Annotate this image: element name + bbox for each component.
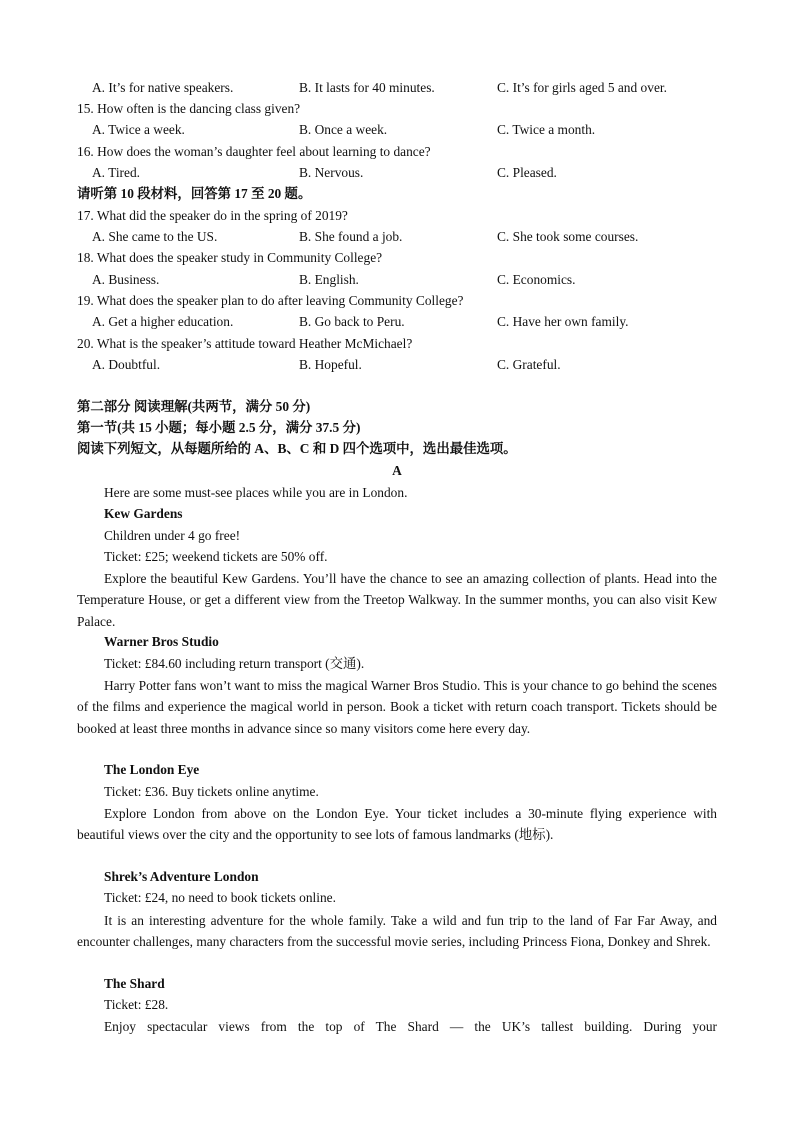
q20-option-b: B. Hopeful. bbox=[299, 357, 362, 372]
q15-option-a: A. Twice a week. bbox=[92, 122, 185, 137]
q15-option-c: C. Twice a month. bbox=[497, 122, 596, 137]
q14-option-b: B. It lasts for 40 minutes. bbox=[299, 80, 435, 95]
london-eye-description: Explore London from above on the London Eye. Your ticket includes a 30-minute flying experience with beautiful views over the city and the opportunity to see lots of famous landmarks (地标). bbox=[77, 806, 717, 843]
shard-description: Enjoy spectacular views from the top of The Shard — the UK’s tallest building. During your bbox=[104, 1019, 717, 1034]
kew-ticket: Ticket: £25; weekend tickets are 50% off. bbox=[104, 549, 328, 564]
part-2-title: 第二部分 阅读理解(共两节，满分 50 分) bbox=[77, 399, 311, 414]
q19-option-b: B. Go back to Peru. bbox=[299, 314, 405, 329]
place-title-warner-bros: Warner Bros Studio bbox=[104, 634, 219, 649]
question-20: 20. What is the speaker’s attitude toward Heather McMichael? bbox=[77, 336, 413, 351]
q20-option-a: A. Doubtful. bbox=[92, 357, 161, 372]
q17-option-a: A. She came to the US. bbox=[92, 229, 218, 244]
question-19: 19. What does the speaker plan to do after leaving Community College? bbox=[77, 293, 464, 308]
q18-option-c: C. Economics. bbox=[497, 272, 576, 287]
warner-ticket: Ticket: £84.60 including return transport (交通). bbox=[104, 656, 365, 671]
section-10-instruction: 请听第 10 段材料，回答第 17 至 20 题。 bbox=[77, 186, 312, 201]
q14-option-c: C. It’s for girls aged 5 and over. bbox=[497, 80, 667, 95]
passage-letter: A bbox=[392, 463, 402, 478]
shrek-ticket: Ticket: £24, no need to book tickets online. bbox=[104, 890, 336, 905]
q17-option-b: B. She found a job. bbox=[299, 229, 403, 244]
kew-note: Children under 4 go free! bbox=[104, 528, 241, 543]
passage-intro: Here are some must-see places while you are in London. bbox=[104, 485, 408, 500]
q20-option-c: C. Grateful. bbox=[497, 357, 561, 372]
q16-option-c: C. Pleased. bbox=[497, 165, 557, 180]
london-eye-ticket: Ticket: £36. Buy tickets online anytime. bbox=[104, 784, 319, 799]
question-18: 18. What does the speaker study in Community College? bbox=[77, 250, 383, 265]
q15-option-b: B. Once a week. bbox=[299, 122, 388, 137]
q16-option-b: B. Nervous. bbox=[299, 165, 364, 180]
q16-option-a: A. Tired. bbox=[92, 165, 140, 180]
q17-option-c: C. She took some courses. bbox=[497, 229, 639, 244]
q14-option-a: A. It’s for native speakers. bbox=[92, 80, 234, 95]
place-title-london-eye: The London Eye bbox=[104, 762, 200, 777]
q18-option-b: B. English. bbox=[299, 272, 359, 287]
shrek-description: It is an interesting adventure for the whole family. Take a wild and fun trip to the land of Far Far Away, and encounter challenges, many characters from the successful movie series, including Princess Fiona, Donkey and Shrek. bbox=[77, 913, 717, 950]
kew-description: Explore the beautiful Kew Gardens. You’ll have the chance to see an amazing collection of plants. Head into the Temperature House, or get a different view from the Treetop Walkway. In the summer months, you can also visit Kew Palace. bbox=[77, 571, 717, 629]
section-1-title: 第一节(共 15 小题；每小题 2.5 分，满分 37.5 分) bbox=[77, 420, 361, 435]
place-title-the-shard: The Shard bbox=[104, 976, 165, 991]
place-title-shreks-adventure: Shrek’s Adventure London bbox=[104, 869, 259, 884]
question-17: 17. What did the speaker do in the spring of 2019? bbox=[77, 208, 348, 223]
reading-instruction: 阅读下列短文，从每题所给的 A、B、C 和 D 四个选项中，选出最佳选项。 bbox=[77, 441, 517, 456]
q18-option-a: A. Business. bbox=[92, 272, 160, 287]
question-15: 15. How often is the dancing class given? bbox=[77, 101, 301, 116]
q19-option-a: A. Get a higher education. bbox=[92, 314, 234, 329]
shard-ticket: Ticket: £28. bbox=[104, 997, 169, 1012]
question-16: 16. How does the woman’s daughter feel about learning to dance? bbox=[77, 144, 431, 159]
q19-option-c: C. Have her own family. bbox=[497, 314, 629, 329]
place-title-kew-gardens: Kew Gardens bbox=[104, 506, 183, 521]
warner-description: Harry Potter fans won’t want to miss the magical Warner Bros Studio. This is your chance to go behind the scenes of the films and experience the magical world in person. Book a ticket with return coach transport. Tickets should be booked at least three months in advance since so many visitors come here every day. bbox=[77, 678, 717, 736]
